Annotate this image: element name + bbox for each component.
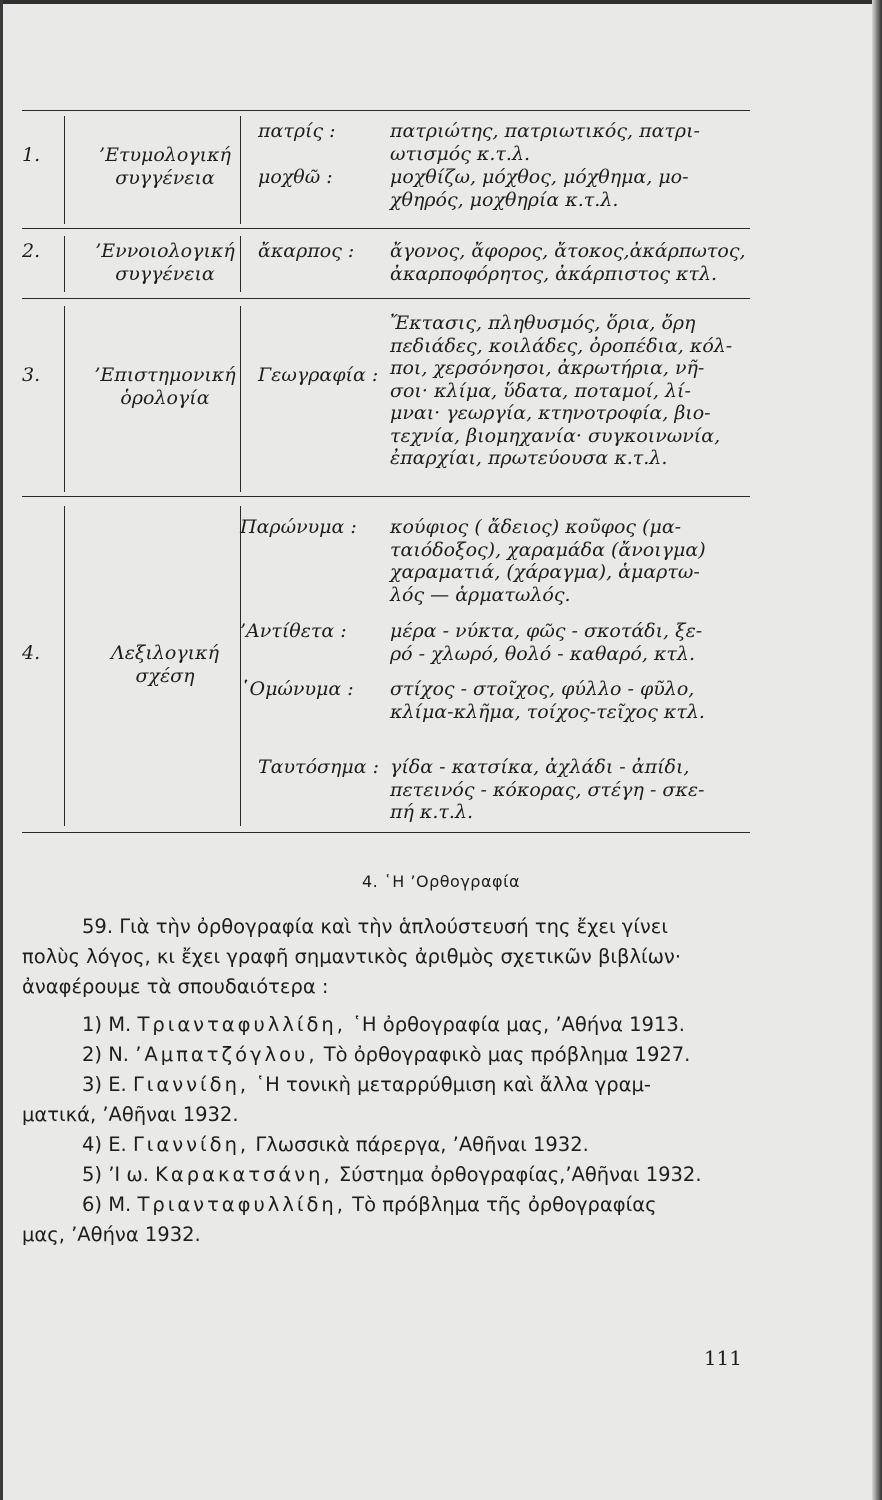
reference-item: 6) Μ. Τριανταφυλλίδη, Τὸ πρόβλημα τῆς ὀρθογραφίας (82, 1193, 657, 1216)
row-description: στίχος - στοῖχος, φύλλο - φῦλο, κλίμα-κλῆμα, τοίχος-τεῖχος κτλ. (390, 678, 705, 723)
row-description: πατριώτης, πατριωτικός, πατρι- ωτισμός κ.τ.λ. (390, 120, 700, 165)
row-number: 1. (22, 144, 41, 166)
table-vrule (64, 306, 65, 492)
row-key: ῾Ομώνυμα : (240, 678, 354, 700)
reference-item: 1) Μ. Τριανταφυλλίδη, ῾Η ὀρθογραφία μας, ’Αθήνα 1913. (82, 1013, 685, 1036)
reference-list (22, 1010, 750, 1250)
page-edge-top (0, 0, 882, 4)
table-vrule (64, 116, 65, 224)
row-key: Ταυτόσημα : (258, 756, 379, 778)
row-description: μέρα - νύκτα, φῶς - σκοτάδι, ξε- ρό - χλωρό, θολό - καθαρό, κτλ. (390, 620, 703, 665)
table-rule-3 (22, 496, 750, 497)
table-rule-1 (22, 228, 750, 229)
table-rule-bottom (22, 832, 750, 833)
reference-item: 4) Ε. Γιαννίδη, Γλωσσικὰ πάρεργα, ’Αθῆναι 1932. (82, 1133, 589, 1156)
row-key: ἄκαρπος : (258, 240, 355, 262)
row-description: μοχθίζω, μόχθος, μόχθημα, μο- χθηρός, μοχθηρία κ.τ.λ. (390, 166, 689, 211)
section-heading: 4. ῾Η ’Ορθογραφία (361, 872, 521, 891)
row-category: ’Εννοιολογική συγγένεια (95, 240, 235, 285)
row-key: ’Αντίθετα : (240, 620, 347, 642)
intro-paragraph: 59. Γιὰ τὴν ὀρθογραφία καὶ τὴν ἁπλούστευσή της ἔχει γίνει πολὺς λόγος, κι ἔχει γραφῆ σημαντικὸς ἀριθμὸς σχετικῶν βιβλίων· ἀναφέρουμε τὰ σπουδαιότερα : (22, 915, 682, 998)
table-vrule (64, 506, 65, 826)
reference-continuation: ματικά, ’Αθῆναι 1932. (22, 1103, 239, 1126)
page-number: 111 (703, 1346, 742, 1370)
row-number: 4. (22, 642, 41, 664)
row-number: 3. (22, 364, 41, 386)
row-description: ἄγονος, ἄφορος, ἄτοκος,ἀκάρπωτος, ἀκαρποφόρητος, ἀκάρπιστος κτλ. (390, 240, 746, 285)
reference-item: 3) Ε. Γιαννίδη, ῾Η τονικὴ μεταρρύθμιση καὶ ἄλλα γραμ- (82, 1073, 651, 1096)
row-description: Ἔκτασις, πληθυσμός, ὅρια, ὄρη πεδιάδες, κοιλάδες, ὀροπέδια, κόλ- ποι, χερσόνησοι, ἀκρωτήρια, νῆ- σοι· κλίμα, ὕδατα, ποταμοί, λί- μναι· γεωργία, κτηνοτροφία, βιο- τεχνία, βιομηχανία· συγκοινωνία, ἐπαρχίαι, πρωτεύουσα κ.τ.λ. (390, 312, 733, 469)
reference-item: 5) ’Ι ω. Καρακατσάνη, Σύστημα ὀρθογραφίας,’Αθῆναι 1932. (82, 1163, 702, 1186)
table-vrule (64, 236, 65, 292)
table-rule-2 (22, 298, 750, 299)
row-category: Λεξιλογική σχέση (111, 642, 219, 687)
row-key: Παρώνυμα : (240, 516, 357, 538)
page-edge-right (872, 0, 882, 1500)
row-description: γίδα - κατσίκα, ἀχλάδι - ἀπίδι, πετεινός - κόκορας, στέγη - σκε- πή κ.τ.λ. (390, 756, 705, 823)
row-key: πατρίς : (258, 120, 336, 142)
reference-item: 2) Ν. ’Αμπατζόγλου, Τὸ ὀρθογραφικὸ μας πρόβλημα 1927. (82, 1043, 691, 1066)
row-category: ’Επιστημονική ὁρολογία (94, 364, 236, 409)
row-description: κούφιος ( ἄδειος) κοῦφος (μα- ταιόδοξος), χαραμάδα (ἄνοιγμα) χαραματιά, (χάραγμα), ἁμαρτω- λός — ἁρματωλός. (390, 516, 706, 606)
reference-continuation: μας, ’Αθήνα 1932. (22, 1223, 201, 1246)
row-key: μοχθῶ : (258, 166, 333, 188)
row-key: Γεωγραφία : (258, 364, 379, 386)
page-edge-left (0, 0, 3, 1500)
table-rule-top (22, 110, 750, 111)
row-category: ’Ετυμολογική συγγένεια (99, 144, 231, 189)
row-number: 2. (22, 240, 41, 262)
